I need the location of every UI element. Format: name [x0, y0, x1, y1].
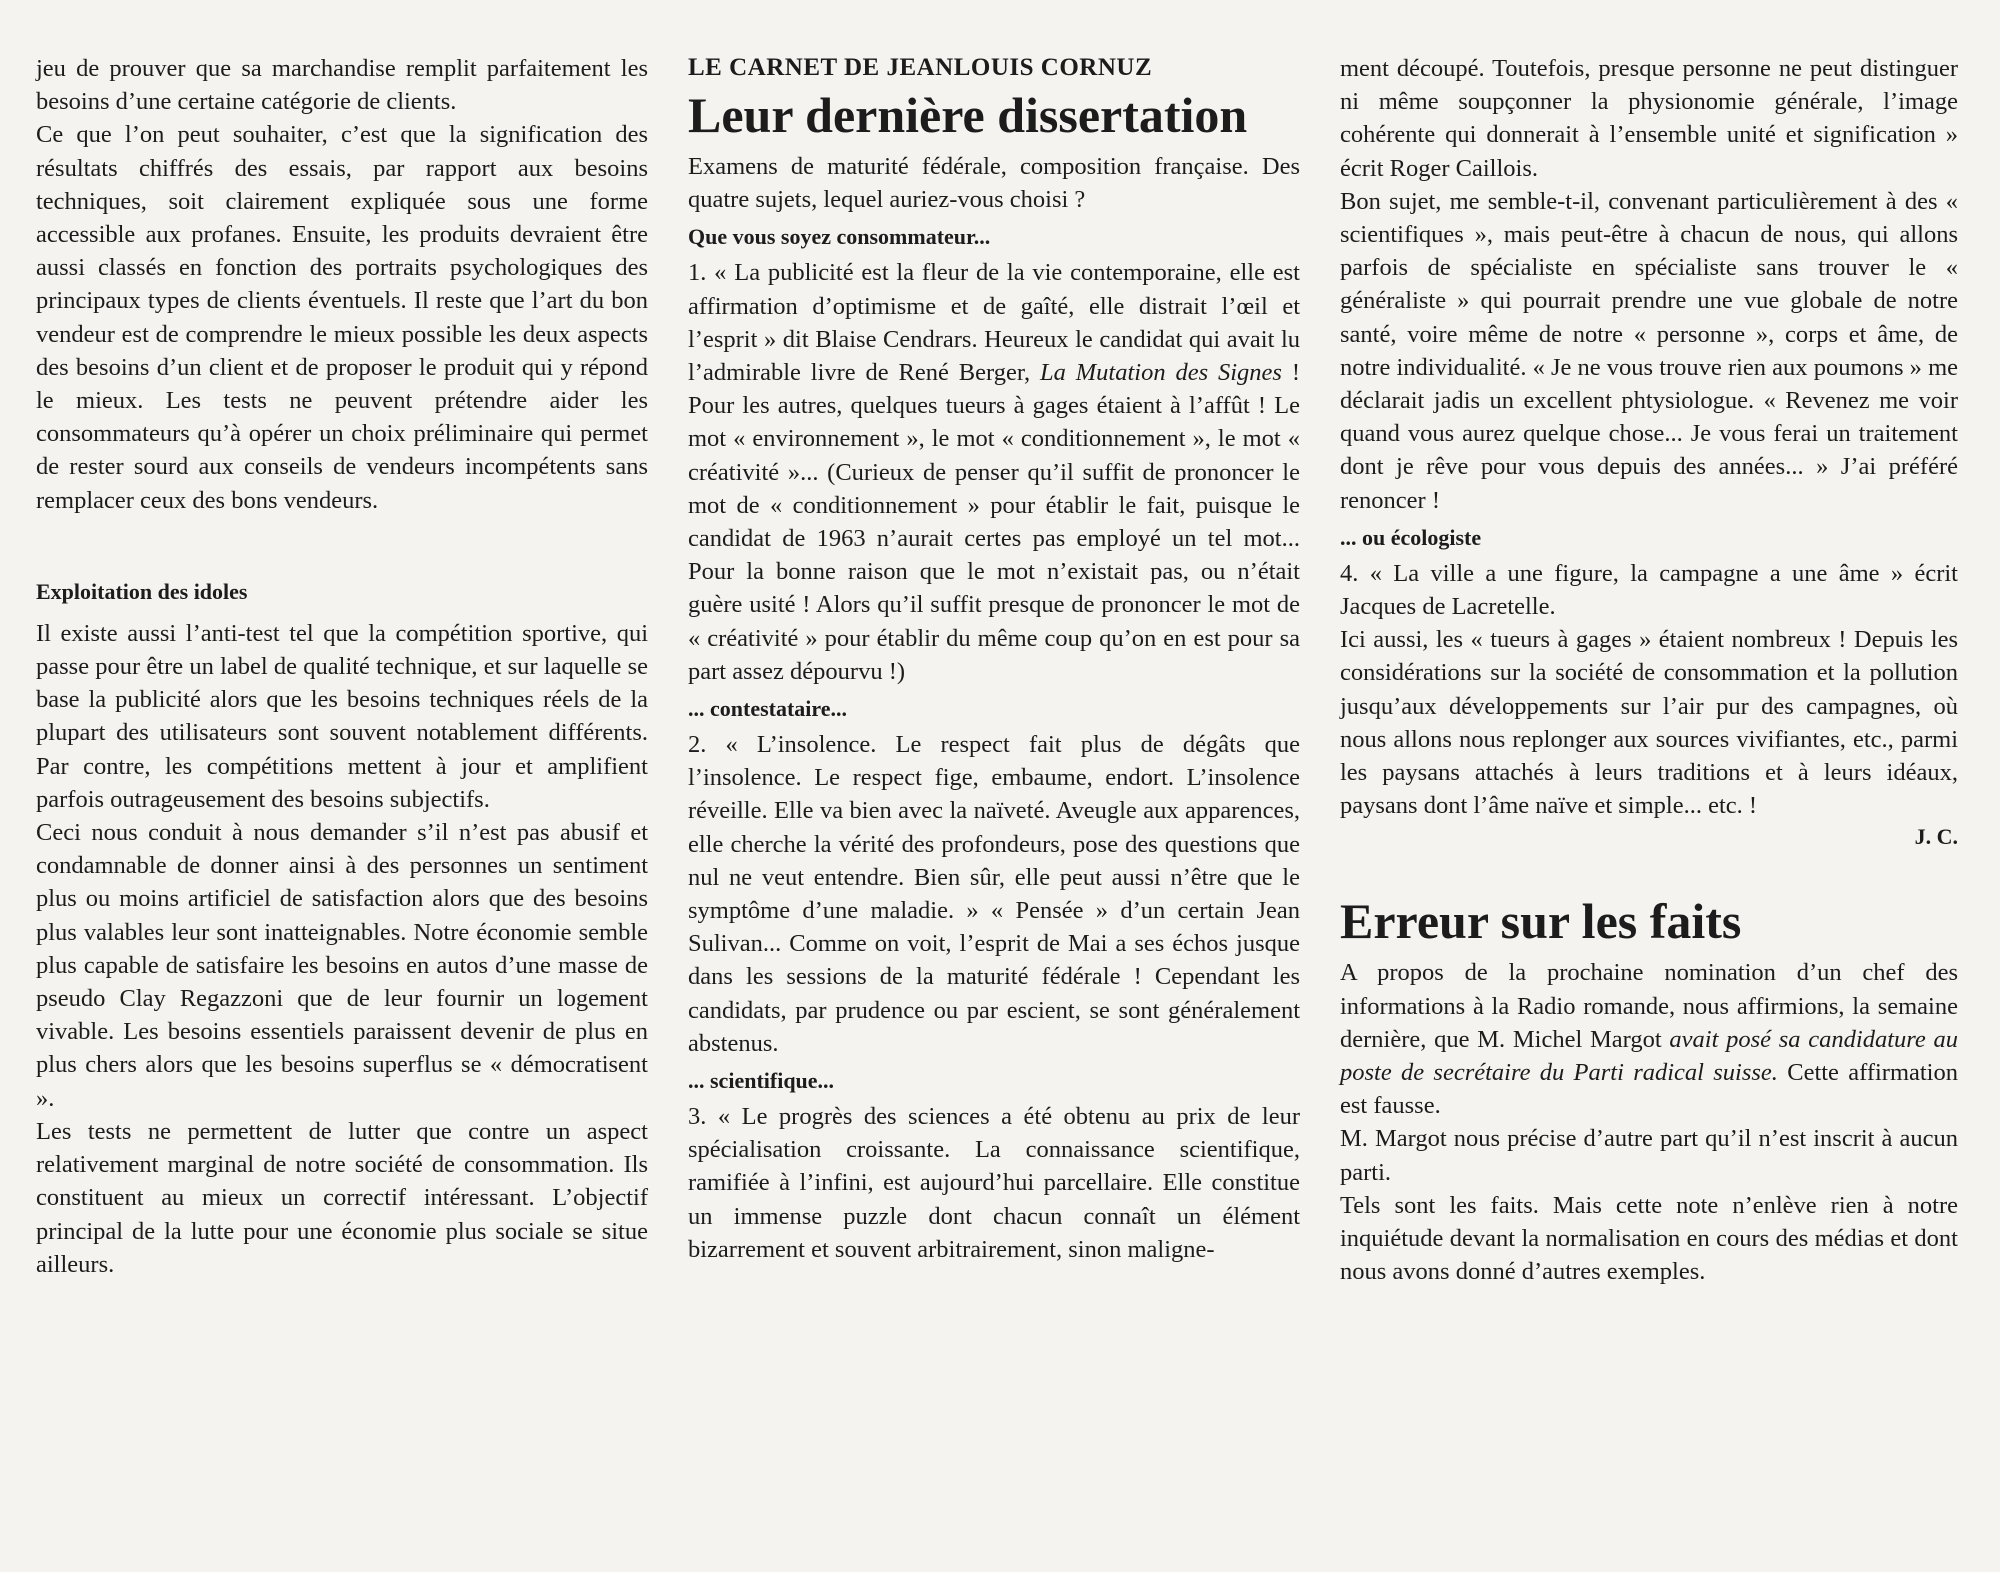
subheading-contestataire: ... contestataire...: [688, 696, 848, 722]
paragraph-sujet-1: 1. « La publicité est la fleur de la vie contemporaine, elle est affirmation d’optimisme et de gaîté, elle distrait l’œil et l’esprit » dit Blaise Cendrars. Heureux le candidat qui avait lu l’admirable livre de René Berger, La Mutation des Signes ! Pour les autres, quelques tueurs à gages étaient à l’affût ! Le mot « environnement », le mot « conditionnement », le mot « créativité »... (Curieux de penser qu’il suffit de prononcer le mot de « conditionnement » pour établir le fait, puisque le candidat de 1963 n’aurait certes pas employé un tel mot... Pour la bonne raison que le mot n’existait pas, ou n’était guère usité ! Alors qu’il suffit presque de prononcer le mot de « créativité » pour établir du même coup qu’on en est pour sa part assez dépourvu !): [688, 259, 1300, 685]
paragraph: ment découpé. Toutefois, presque personne ne peut distinguer ni même soupçonner la physionomie générale, l’image cohérente qui donnerait à l’ensemble unité et signification » écrit Roger Caillois.: [1340, 55, 1958, 182]
paragraph: Il existe aussi l’anti-test tel que la compétition sportive, qui passe pour être un label de qualité technique, et sur laquelle se base la publicité alors que les besoins techniques réels de la plupart des utilisateurs sont souvent notablement différents. Par contre, les compétitions mettent à jour et amplifient parfois outrageusement des besoins subjectifs.: [36, 619, 648, 813]
paragraph: Les tests ne permettent de lutter que contre un aspect relativement marginal de notre société de consommation. Ils constituent au mieux un correctif intéressant. L’objectif principal de la lutte pour une économie plus sociale se situe ailleurs.: [36, 1117, 648, 1278]
column-middle: [688, 52, 1300, 1266]
article-headline: Leur dernière dissertation: [688, 87, 1248, 143]
article-intro: Examens de maturité fédérale, composition française. Des quatre sujets, lequel auriez-vous choisi ?: [688, 153, 1300, 214]
subheading-ecologiste: ... ou écologiste: [1340, 524, 1482, 550]
paragraph: Tels sont les faits. Mais cette note n’enlève rien à notre inquiétude devant la normalisation en cours des médias et dont nous avons donné d’autres exemples.: [1340, 1191, 1958, 1286]
column-kicker: LE CARNET DE JEANLOUIS CORNUZ: [688, 54, 1153, 81]
paragraph: Ce que l’on peut souhaiter, c’est que la signification des résultats chiffrés des essais, par rapport aux besoins techniques, soit clairement expliquée sous une forme accessible aux profanes. Ensuite, les produits devraient être aussi classés en fonction des portraits psychologiques des principaux types de clients éventuels. Il reste que l’art du bon vendeur est de comprendre le mieux possible les deux aspects des besoins d’un client et de proposer le produit qui y répond le mieux. Les tests ne peuvent prétendre aider les consommateurs qu’à opérer un choix préliminaire qui permet de rester sourd aux conseils de vendeurs incompétents sans remplacer ceux des bons vendeurs.: [36, 121, 648, 514]
paragraph: Ceci nous conduit à nous demander s’il n’est pas abusif et condamnable de donner ainsi à des personnes un sentiment plus ou moins artificiel de satisfaction alors que des besoins plus valables leur sont inatteignables. Notre économie semble plus capable de satisfaire les besoins en autos d’une masse de pseudo Clay Regazzoni que de leur fournir un logement vivable. Les besoins essentiels paraissent devenir de plus en plus chers alors que les besoins superflus se « démocratisent ».: [36, 819, 648, 1112]
paragraph: Ici aussi, les « tueurs à gages » étaient nombreux ! Depuis les considérations sur la société de consommation et la pollution jusqu’aux développements sur l’air pur des campagnes, où nous allons nous replonger aux sources vivifiantes, etc., parmi les paysans attachés à leurs traditions et à leurs idéaux, paysans dont l’âme naïve et simple... etc. !: [1340, 626, 1958, 820]
subheading-scientifique: ... scientifique...: [688, 1068, 835, 1094]
column-left: [36, 52, 648, 1281]
paragraph-sujet-4: 4. « La ville a une figure, la campagne a une âme » écrit Jacques de Lacretelle.: [1340, 559, 1958, 621]
subheading-exploitation: Exploitation des idoles: [36, 578, 248, 604]
paragraph: M. Margot nous précise d’autre part qu’il n’est inscrit à aucun parti.: [1340, 1125, 1958, 1186]
paragraph: A propos de la prochaine nomination d’un chef des informations à la Radio romande, nous affirmions, la semaine dernière, que M. Michel Margot avait posé sa candidature au poste de secrétaire du Parti radical suisse. Cette affirmation est fausse.: [1340, 959, 1959, 1120]
paragraph-sujet-2: 2. « L’insolence. Le respect fait plus de dégâts que l’insolence. Le respect fige, embaume, endort. L’insolence réveille. Elle va bien avec la naïveté. Aveugle aux apparences, elle cherche la vérité des profondeurs, pose des questions que nul ne veut entendre. Bien sûr, elle peut aussi n’être que le symptôme d’une maladie. » « Pensée » d’un certain Jean Sulivan... Comme on voit, l’esprit de Mai a ses échos jusque dans les sessions de la maturité fédérale ! Cependant les candidats, par prudence ou par escient, se sont généralement abstenus.: [688, 731, 1300, 1057]
article-headline-erreur: Erreur sur les faits: [1340, 893, 1742, 950]
paragraph-sujet-3: 3. « Le progrès des sciences a été obtenu au prix de leur spécialisation croissante. La connaissance scientifique, ramifiée à l’infini, est aujourd’hui parcellaire. Elle constitue un immense puzzle dont chacun connaît un élément bizarrement et souvent arbitrairement, sinon maligne-: [688, 1103, 1300, 1263]
paragraph: jeu de prouver que sa marchandise remplit parfaitement les besoins d’une certaine catégorie de clients.: [36, 55, 648, 116]
author-signature: J. C.: [1914, 824, 1958, 850]
quoted-claim: avait posé sa candidature au poste de secrétaire du Parti radical suisse.: [1340, 1025, 1959, 1087]
subheading-consommateur: Que vous soyez consommateur...: [688, 224, 991, 250]
book-title: La Mutation des Signes: [1040, 359, 1282, 387]
paragraph: Bon sujet, me semble-t-il, convenant particulièrement à des « scientifiques », mais peut-être à chacun de nous, qui allons parfois de spécialiste en spécialiste sans trouver le « généraliste » qui pourrait prendre une vue globale de notre santé, voire même de notre « personne », corps et âme, de notre individualité. « Je ne vous trouve rien aux poumons » me déclarait jadis un excellent phtysiologue. « Revenez me voir quand vous aurez quelque chose... Je vous ferai un traitement dont je rêve pour vous depuis des années... » J’ai préféré renoncer !: [1340, 187, 1958, 514]
column-right: [1340, 52, 1958, 1289]
